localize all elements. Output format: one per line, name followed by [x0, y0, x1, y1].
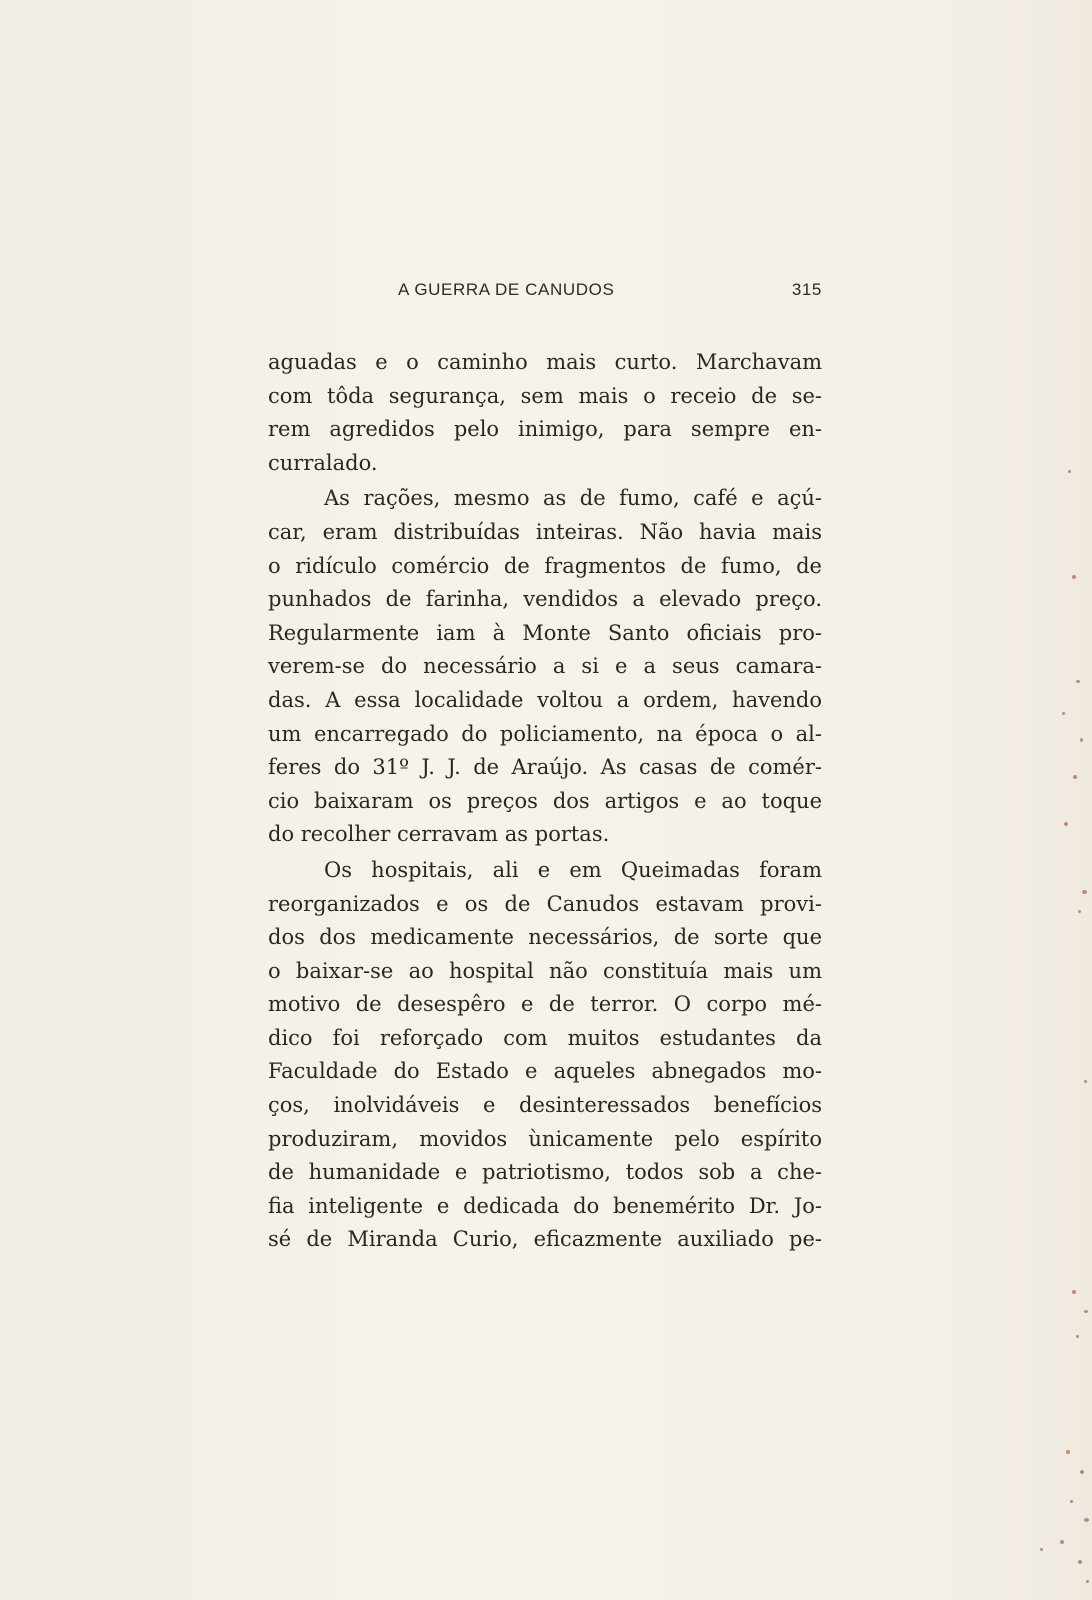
foxing-speck: [1082, 890, 1087, 894]
foxing-speck: [1073, 775, 1077, 779]
foxing-speck: [1062, 712, 1065, 715]
text-line: cio baixaram os preços dos artigos e ao toque: [268, 788, 822, 813]
text-line: Regularmente iam à Monte Santo oficiais pro-: [268, 620, 822, 645]
text-line: verem-se do necessário a si e a seus camara-: [268, 654, 822, 679]
foxing-speck: [1060, 1540, 1064, 1544]
text-line: um encarregado do policiamento, na época o al-: [268, 721, 822, 746]
text-line: do recolher cerravam as portas.: [268, 822, 610, 847]
foxing-speck: [1040, 1548, 1043, 1551]
foxing-speck: [1072, 575, 1076, 579]
foxing-speck: [1084, 1518, 1089, 1522]
foxing-speck: [1086, 1580, 1089, 1583]
text-line: o ridículo comércio de fragmentos de fumo, de: [268, 553, 822, 578]
text-line: ços, inolvidáveis e desinteressados benefícios: [268, 1093, 822, 1118]
foxing-speck: [1066, 1450, 1070, 1454]
text-line: Faculdade do Estado e aqueles abnegados mo-: [268, 1059, 822, 1084]
text-line: das. A essa localidade voltou a ordem, havendo: [268, 687, 822, 712]
page-number: 315: [791, 280, 822, 299]
foxing-speck: [1076, 680, 1080, 683]
foxing-speck: [1072, 1290, 1076, 1294]
text-line: motivo de desespêro e de terror. O corpo mé-: [268, 992, 822, 1017]
foxing-speck: [1084, 1310, 1088, 1313]
text-line: produziram, movidos ùnicamente pelo espírito: [268, 1126, 822, 1151]
text-line: dos dos medicamente necessários, de sorte que: [268, 925, 822, 950]
text-line: reorganizados e os de Canudos estavam provi-: [268, 891, 822, 916]
page-header: [268, 278, 822, 306]
foxing-speck: [1064, 822, 1068, 826]
text-line: feres do 31º J. J. de Araújo. As casas de comér-: [268, 755, 822, 780]
text-line: de humanidade e patriotismo, todos sob a che-: [268, 1160, 822, 1185]
text-line: As rações, mesmo as de fumo, café e açú-: [324, 486, 822, 511]
foxing-speck: [1080, 1470, 1084, 1474]
text-line: punhados de farinha, vendidos a elevado preço.: [268, 587, 822, 612]
foxing-speck: [1084, 1080, 1087, 1083]
text-line: sé de Miranda Curio, eficazmente auxiliado pe-: [268, 1227, 822, 1252]
text-line: curralado.: [268, 450, 378, 475]
text-line: o baixar-se ao hospital não constituía mais um: [268, 958, 822, 983]
text-line: dico foi reforçado com muitos estudantes da: [268, 1025, 822, 1050]
text-line: com tôda segurança, sem mais o receio de se-: [268, 383, 822, 408]
running-title: A GUERRA DE CANUDOS: [398, 280, 615, 299]
foxing-speck: [1080, 738, 1083, 742]
foxing-speck: [1070, 1500, 1073, 1503]
foxing-speck: [1078, 1560, 1082, 1564]
body-text: [268, 346, 822, 1257]
foxing-speck: [1076, 1335, 1079, 1338]
text-line: car, eram distribuídas inteiras. Não havia mais: [268, 519, 822, 544]
text-line: fia inteligente e dedicada do benemérito Dr. Jo-: [268, 1193, 822, 1218]
foxing-speck: [1078, 910, 1081, 913]
text-line: rem agredidos pelo inimigo, para sempre en-: [268, 417, 822, 442]
foxing-speck: [1068, 470, 1071, 473]
text-line: aguadas e o caminho mais curto. Marchavam: [268, 350, 822, 374]
text-line: Os hospitais, ali e em Queimadas foram: [324, 857, 822, 882]
